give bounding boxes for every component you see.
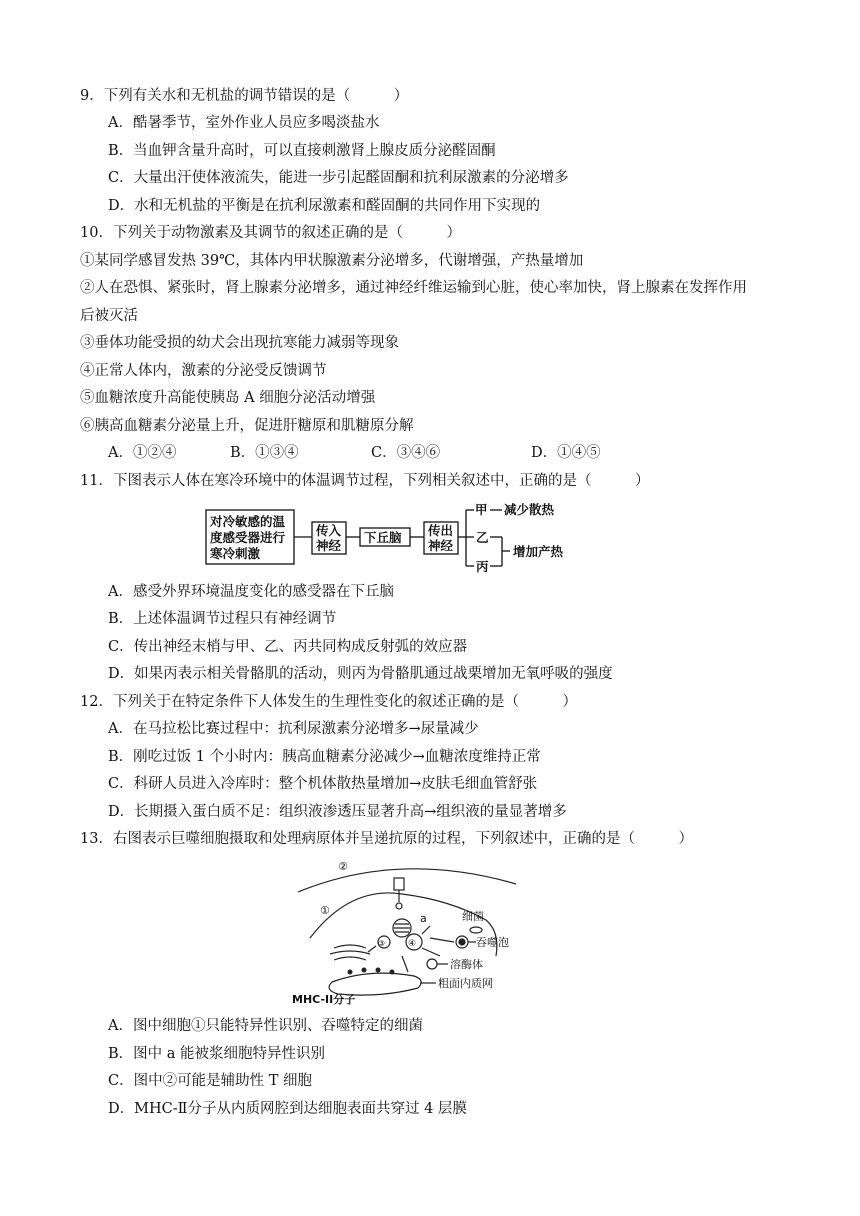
q10-option-a: A．①②④ (108, 445, 177, 461)
q13-option-d: D．MHC-Ⅱ分子从内质网腔到达细胞表面共穿过 4 层膜 (108, 1101, 467, 1117)
label-mhc-ii: MHC-II分子 (292, 993, 356, 1006)
q13-option-b: B．图中 a 能被浆细胞特异性识别 (108, 1046, 326, 1062)
thermoregulation-diagram (204, 498, 584, 576)
macrophage-figure (290, 856, 520, 1008)
q10-item-3: ③垂体功能受损的幼犬会出现抗寒能力减弱等现象 (80, 335, 399, 351)
label-3: ③ (378, 939, 386, 948)
q10-item-6: ⑥胰高血糖素分泌量上升，促进肝糖原和肌糖原分解 (80, 418, 414, 434)
q10-option-b: B．①③④ (230, 445, 299, 461)
q11-stem: 11．下图表示人体在寒冷环境中的体温调节过程，下列相关叙述中，正确的是（ ） (80, 473, 650, 489)
q12-option-a: A．在马拉松比赛过程中：抗利尿激素分泌增多→尿量减少 (108, 721, 479, 737)
box-afferent-line1: 传入 (316, 523, 342, 538)
q10-option-d: D．①④⑤ (531, 445, 601, 461)
q9-option-c: C．大量出汗使体液流失，能进一步引起醛固酮和抗利尿激素的分泌增多 (108, 170, 569, 186)
q10-item-2-cont: 后被灭活 (80, 308, 138, 324)
q11-option-d: D．如果丙表示相关骨骼肌的活动，则丙为骨骼肌通过战栗增加无氧呼吸的强度 (108, 666, 613, 682)
q12-stem: 12．下列关于在特定条件下人体发生的生理性变化的叙述正确的是（ ） (80, 694, 577, 710)
q10-item-1: ①某同学感冒发热 39℃，其体内甲状腺激素分泌增多，代谢增强，产热量增加 (80, 253, 584, 269)
q12-option-b: B．刚吃过饭 1 个小时内：胰高血糖素分泌减少→血糖浓度维持正常 (108, 749, 541, 765)
label-reduce-heat: 减少散热 (504, 502, 555, 517)
label-4: ④ (408, 939, 417, 949)
q11-option-b: B．上述体温调节过程只有神经调节 (108, 611, 337, 627)
q9-option-a: A．酷暑季节，室外作业人员应多喝淡盐水 (108, 115, 380, 131)
label-phagosome: 吞噬泡 (476, 936, 509, 949)
box-afferent-line2: 神经 (316, 538, 342, 553)
q13-option-a: A．图中细胞①只能特异性识别、吞噬特定的细菌 (108, 1018, 423, 1034)
box-receptor-line2: 度感受器进行 (210, 530, 286, 545)
q9-stem: 9．下列有关水和无机盐的调节错误的是（ ） (80, 88, 409, 104)
box-receptor-line3: 寒冷刺激 (210, 546, 261, 561)
q10-item-2: ②人在恐惧、紧张时，肾上腺素分泌增多，通过神经纤维运输到心脏，使心率加快，肾上腺素在发挥作用 (80, 280, 747, 296)
q10-options-row (108, 443, 728, 463)
q9-option-b: B．当血钾含量升高时，可以直接刺激肾上腺皮质分泌醛固酮 (108, 143, 496, 159)
q12-option-d: D．长期摄入蛋白质不足：组织液渗透压显著升高→组织液的量显著增多 (108, 804, 567, 820)
label-cell-1: ① (320, 904, 330, 917)
q10-item-4: ④正常人体内，激素的分泌受反馈调节 (80, 363, 327, 379)
q13-option-c: C．图中②可能是辅助性 T 细胞 (108, 1073, 312, 1089)
q10-option-c: C．③④⑥ (371, 445, 441, 461)
label-jia: 甲 (475, 502, 488, 517)
box-efferent-line1: 传出 (428, 523, 454, 538)
q10-stem: 10．下列关于动物激素及其调节的叙述正确的是（ ） (80, 225, 461, 241)
label-a: a (420, 912, 427, 925)
q11-option-a: A．感受外界环境温度变化的感受器在下丘脑 (108, 584, 394, 600)
box-efferent-line2: 神经 (428, 538, 454, 553)
q10-item-5: ⑤血糖浓度升高能使胰岛 A 细胞分泌活动增强 (80, 390, 376, 406)
box-receptor-line1: 对冷敏感的温 (210, 514, 286, 529)
label-bacteria: 细菌 (462, 910, 484, 923)
q13-stem: 13．右图表示巨噬细胞摄取和处理病原体并呈递抗原的过程，下列叙述中，正确的是（ ） (80, 831, 693, 847)
label-cell-2: ② (338, 860, 348, 873)
label-bing: 丙 (476, 559, 489, 574)
label-rough-er: 粗面内质网 (438, 977, 493, 990)
label-increase-heat: 增加产热 (513, 544, 564, 559)
label-yi: 乙 (476, 530, 489, 545)
q12-option-c: C．科研人员进入冷库时：整个机体散热量增加→皮肤毛细血管舒张 (108, 776, 538, 792)
label-lysosome: 溶酶体 (450, 958, 483, 971)
q9-option-d: D．水和无机盐的平衡是在抗利尿激素和醛固酮的共同作用下实现的 (108, 198, 541, 214)
box-hypothalamus: 下丘脑 (364, 530, 402, 545)
q11-option-c: C．传出神经末梢与甲、乙、丙共同构成反射弧的效应器 (108, 639, 468, 655)
